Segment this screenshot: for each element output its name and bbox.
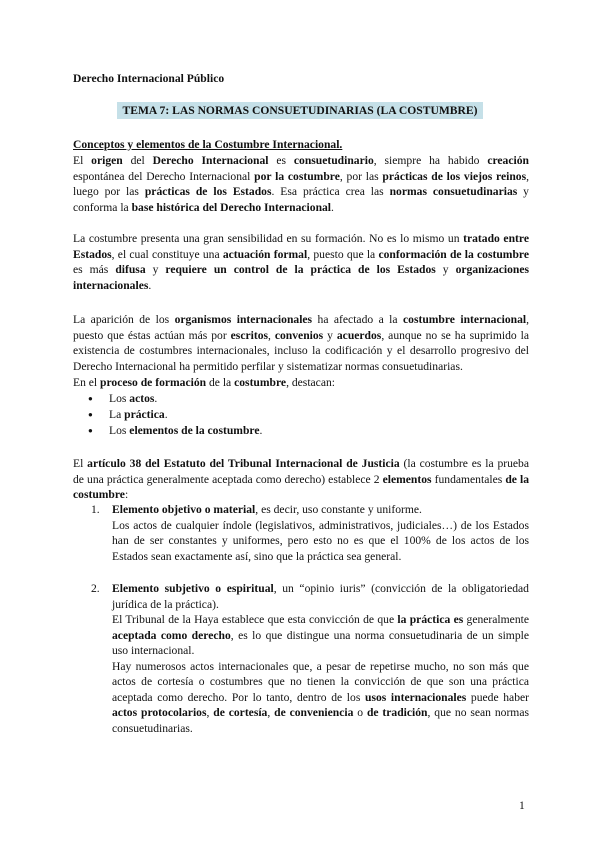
paragraph bbox=[73, 153, 529, 215]
document-header: Derecho Internacional Público bbox=[73, 72, 225, 85]
text-run: del bbox=[122, 154, 153, 167]
text-run: . bbox=[154, 392, 158, 405]
text-run: y bbox=[435, 263, 456, 276]
bold-text: creación bbox=[487, 154, 529, 167]
section-title: Conceptos y elementos de la Costumbre Internacional. bbox=[73, 138, 343, 151]
text-run: , luego por las bbox=[73, 169, 529, 198]
item-paragraph bbox=[112, 612, 529, 659]
bold-text: convenios bbox=[274, 328, 324, 342]
topic-title: TEMA 7: LAS NORMAS CONSUETUDINARIAS (LA COSTUMBRE) bbox=[117, 102, 483, 119]
text-run: generalmente bbox=[463, 613, 529, 626]
text-run: , el cual constituye una bbox=[111, 247, 223, 261]
text-run: de la bbox=[206, 376, 235, 389]
bold-text: de conveniencia bbox=[274, 706, 354, 719]
text-run: . bbox=[164, 408, 168, 421]
bold-text: actos bbox=[129, 392, 155, 405]
bold-text: actuación formal bbox=[222, 247, 308, 261]
text-run: fundamentales bbox=[431, 472, 506, 486]
text-run: , aunque no se ha suprimido la existencia de costumbres internacionales, incluso la codificación y el desarrollo progresivo del Derecho Internacional ha permitido perfilar y sistematizar normas consuetudinarias. bbox=[73, 328, 530, 373]
numbered-item bbox=[91, 581, 529, 736]
text-run: Hay numerosos actos internacionales que, a pesar de repetirse mucho, no son más que actos de cortesía o costumbres que no tienen la convicción de que son una práctica aceptada como derecho. Por lo tanto, dentro de los bbox=[112, 659, 529, 704]
bold-text: conformación de la costumbre bbox=[378, 247, 529, 261]
page-number: 1 bbox=[519, 799, 525, 812]
text-run: , siempre ha habido bbox=[373, 154, 488, 167]
bold-text: costumbre bbox=[234, 376, 287, 389]
bold-text: de cortesía bbox=[213, 706, 268, 719]
bold-text: consuetudinario bbox=[293, 154, 374, 167]
bold-text: organizaciones internacionales bbox=[73, 263, 530, 292]
text-run: , bbox=[206, 706, 214, 719]
text-run: o bbox=[353, 706, 367, 719]
bold-text: prácticas de los Estados bbox=[144, 185, 272, 198]
bold-text: elementos bbox=[382, 472, 432, 486]
item-paragraph bbox=[112, 502, 529, 518]
bold-text: Derecho Internacional bbox=[152, 154, 269, 167]
text-run: Los bbox=[109, 424, 130, 437]
item-number: 1. bbox=[91, 503, 100, 516]
bold-text: aceptada como derecho bbox=[112, 628, 231, 642]
item-paragraph bbox=[112, 659, 529, 737]
text-run: El bbox=[73, 154, 92, 167]
numbered-item bbox=[91, 502, 529, 564]
text-run: Los bbox=[109, 392, 130, 405]
text-run: , bbox=[267, 706, 275, 719]
bold-text: acuerdos bbox=[336, 328, 382, 342]
text-run: , puesto que la bbox=[307, 247, 379, 261]
text-run: , que no sean normas consuetudinarias. bbox=[112, 706, 529, 735]
bold-text: prácticas de los viejos reinos bbox=[382, 169, 527, 183]
text-run: y bbox=[145, 263, 166, 276]
item-number: 2. bbox=[91, 582, 100, 595]
text-run: , es lo que distingue una norma consuetudinaria de un simple uso internacional. bbox=[112, 628, 529, 657]
bold-text: de tradición bbox=[366, 706, 428, 719]
text-run: El bbox=[73, 457, 88, 470]
paragraph bbox=[73, 312, 529, 374]
paragraph bbox=[73, 375, 529, 391]
bold-text: origen bbox=[91, 154, 123, 167]
text-run: , por las bbox=[339, 169, 383, 183]
bold-text: de la costumbre bbox=[73, 472, 529, 501]
bold-text: actos protocolarios bbox=[112, 706, 207, 719]
bold-text: por la costumbre bbox=[254, 169, 340, 183]
text-run: , un “opinio iuris” (convicción de la obligatoriedad jurídica de la práctica). bbox=[112, 582, 529, 611]
bold-text: Elemento objetivo o material bbox=[112, 503, 256, 516]
text-run: En el bbox=[73, 376, 101, 389]
bold-text: artículo 38 del Estatuto del Tribunal Internacional de Justicia bbox=[87, 457, 400, 470]
paragraph bbox=[73, 231, 529, 293]
bold-text: práctica bbox=[124, 408, 165, 421]
text-run: y bbox=[323, 328, 337, 342]
item-paragraph bbox=[112, 581, 529, 612]
bold-text: tratado entre Estados bbox=[73, 232, 529, 261]
bold-text: organismos internacionales bbox=[174, 313, 313, 326]
text-run: , es decir, uso constante y uniforme. bbox=[255, 503, 422, 516]
bold-text: requiere un control de la práctica de los Estados bbox=[165, 263, 436, 276]
text-run: . bbox=[259, 424, 263, 437]
bold-text: usos internacionales bbox=[365, 690, 467, 704]
text-run: : bbox=[124, 488, 129, 501]
text-run: La costumbre presenta una gran sensibilidad en su formación. No es lo mismo un bbox=[73, 232, 464, 245]
list-item bbox=[73, 391, 262, 407]
text-run: y conforma la bbox=[73, 185, 529, 214]
text-run: . bbox=[331, 200, 334, 214]
text-run: es más bbox=[73, 263, 116, 276]
text-run: puede haber bbox=[466, 690, 529, 704]
bullet-list bbox=[73, 391, 262, 439]
text-run: , puesto que éstas actúan más por bbox=[73, 313, 529, 342]
paragraph bbox=[73, 456, 529, 503]
bold-text: elementos de la costumbre bbox=[129, 424, 260, 437]
bold-text: difusa bbox=[115, 263, 146, 276]
text-run: . Esa práctica crea las bbox=[271, 185, 390, 198]
list-item bbox=[73, 423, 262, 439]
text-run: . bbox=[148, 278, 152, 292]
bold-text: escritos bbox=[230, 328, 268, 342]
item-paragraph bbox=[112, 518, 529, 565]
text-run: Los actos de cualquier índole (legislativos, administrativos, judiciales…) de los Estados han de ser constantes y uniformes, pero esto no es que el 100% de los actos de los Estados sean exactamente así, sino que la práctica sea general. bbox=[112, 518, 529, 563]
bold-text: proceso de formación bbox=[100, 376, 207, 389]
text-run: (la costumbre es la prueba de una práctica generalmente aceptada como derecho) establece 2 bbox=[73, 457, 529, 486]
list-item bbox=[73, 407, 262, 423]
bold-text: Elemento subjetivo o espiritual bbox=[112, 582, 274, 595]
text-run: , destacan: bbox=[286, 376, 335, 389]
text-run: El Tribunal de la Haya establece que esta convicción de que bbox=[112, 613, 398, 626]
text-run: La bbox=[109, 408, 125, 421]
text-run: ha afectado a la bbox=[312, 313, 403, 326]
text-run: , bbox=[268, 328, 275, 342]
bold-text: normas consuetudinarias bbox=[389, 185, 518, 198]
text-run: espontánea del Derecho Internacional bbox=[73, 169, 255, 183]
bold-text: costumbre internacional bbox=[403, 313, 527, 326]
bold-text: base histórica del Derecho Internacional bbox=[131, 200, 332, 214]
text-run: es bbox=[268, 154, 294, 167]
text-run: La aparición de los bbox=[73, 313, 175, 326]
bold-text: la práctica es bbox=[397, 613, 464, 626]
